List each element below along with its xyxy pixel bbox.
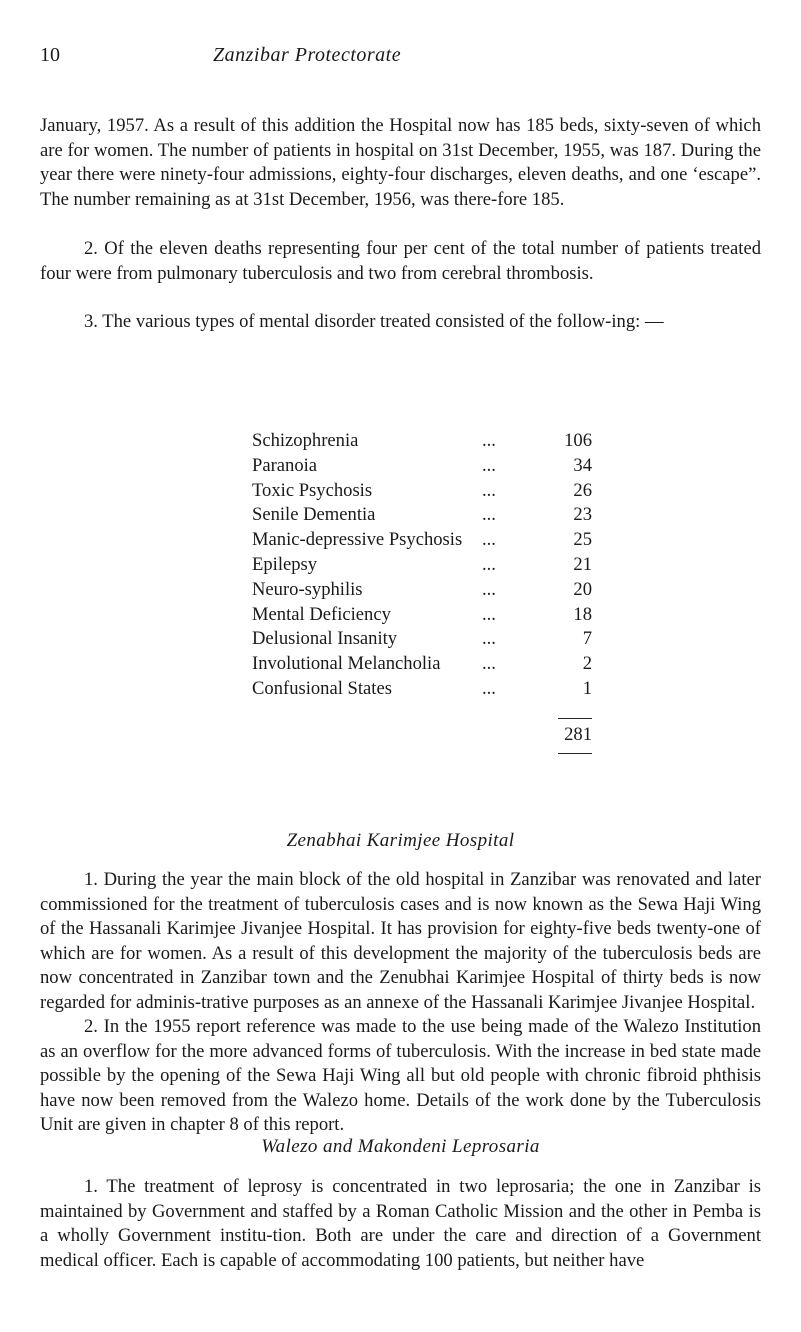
disorder-name: Toxic Psychosis [252, 479, 373, 501]
disorder-name: Neuro-syphilis [252, 578, 363, 600]
running-head: Zanzibar Protectorate [213, 44, 402, 66]
disorder-name: Senile Dementia [252, 504, 376, 526]
disorder-row [252, 429, 592, 454]
leader-dots: ... [482, 653, 496, 675]
leader-dots: ... [482, 578, 496, 600]
leader-dots: ... [482, 628, 496, 650]
disorder-row [252, 677, 592, 702]
total-rule-bottom [558, 753, 592, 754]
page-number: 10 [40, 44, 60, 66]
disorder-row [252, 578, 592, 603]
disorder-count: 1 [582, 677, 592, 699]
disorder-name: Delusional Insanity [252, 628, 398, 650]
disorder-count: 21 [573, 553, 592, 575]
disorder-count: 18 [573, 603, 592, 625]
disorder-name: Mental Deficiency [252, 603, 391, 625]
disorder-name: Confusional States [252, 677, 392, 699]
leader-dots: ... [482, 504, 496, 526]
paragraph-disorders-intro: 3. The various types of mental disorder treated consisted of the follow-ing: — [84, 311, 664, 332]
disorder-row [252, 503, 592, 528]
disorder-count: 23 [573, 504, 592, 526]
leader-dots: ... [482, 529, 496, 551]
paragraph-admissions: January, 1957. As a result of this addition the Hospital now has 185 beds, sixty-seven of which are for women. The number of patients in hospital on 31st December, 1955, was 187. During the year there were ninety-four admissions, eighty-four discharges, eleven deaths, and one ‘escape”. The number remaining as at 31st December, 1956, was there-fore 185. [40, 115, 761, 210]
disorder-row [252, 528, 592, 553]
disorder-row [252, 479, 592, 504]
disorder-count: 34 [573, 454, 592, 476]
disorder-row [252, 553, 592, 578]
disorder-count: 7 [582, 628, 592, 650]
disorder-count: 25 [573, 529, 592, 551]
disorder-table [252, 429, 592, 745]
disorder-total: 281 [564, 723, 592, 745]
leader-dots: ... [482, 479, 496, 501]
leader-dots: ... [482, 430, 496, 451]
disorder-name: Manic-depressive Psychosis [252, 529, 463, 551]
paragraph-zenabhai-1: 1. During the year the main block of the old hospital in Zanzibar was renovated and later commissioned for the treatment of tuberculosis cases and is now known as the Sewa Haji Wing of the Hassanali Karimjee Jivanjee Hospital. It has provision for eighty-five beds twenty-one of which are for women. As a result of this development the majority of the tuberculosis beds are now concentrated in Zanzibar town and the Zenubhai Karimjee Hospital of thirty beds is now regarded for adminis-trative purposes as an annexe of the Hassanali Karimjee Jivanjee Hospital. [40, 869, 761, 1013]
disorder-row [252, 627, 592, 652]
disorder-name: Epilepsy [252, 553, 318, 575]
page-header [40, 44, 761, 74]
paragraph-zenabhai-2: 2. In the 1955 report reference was made to the use being made of the Walezo Institution as an overflow for the more advanced forms of tuberculosis. With the increase in bed state made possible by the opening of the Sewa Haji Wing all but old people with chronic fibroid phthisis have now been removed from the Walezo home. Details of the work done by the Tuberculosis Unit are given in chapter 8 of this report. [40, 1016, 761, 1136]
disorder-name: Schizophrenia [252, 430, 359, 451]
section-heading-leprosaria: Walezo and Makondeni Leprosaria [261, 1136, 540, 1157]
document-page [40, 0, 761, 1332]
leader-dots: ... [482, 603, 496, 625]
leader-dots: ... [482, 677, 496, 699]
paragraph-deaths: 2. Of the eleven deaths representing four per cent of the total number of patients treated four were from pulmonary tuberculosis and two from cerebral thrombosis. [40, 238, 761, 284]
disorder-row [252, 603, 592, 628]
leader-dots: ... [482, 454, 496, 476]
disorder-name: Paranoia [252, 454, 318, 476]
disorder-count: 106 [564, 430, 592, 451]
disorder-count: 2 [582, 653, 592, 675]
disorder-count: 20 [573, 578, 592, 600]
disorder-row [252, 652, 592, 677]
leader-dots: ... [482, 553, 496, 575]
disorder-name: Involutional Melancholia [252, 653, 441, 675]
disorder-count: 26 [573, 479, 592, 501]
total-rule-top [558, 718, 592, 719]
paragraph-leprosaria-1: 1. The treatment of leprosy is concentrated in two leprosaria; the one in Zanzibar is maintained by Government and staffed by a Roman Catholic Mission and the other in Pemba is a wholly Government institu-tion. Both are under the care and direction of a Government medical officer. Each is capable of accommodating 100 patients, but neither have [40, 1176, 761, 1271]
disorder-row [252, 454, 592, 479]
section-heading-zenabhai: Zenabhai Karimjee Hospital [286, 830, 515, 851]
